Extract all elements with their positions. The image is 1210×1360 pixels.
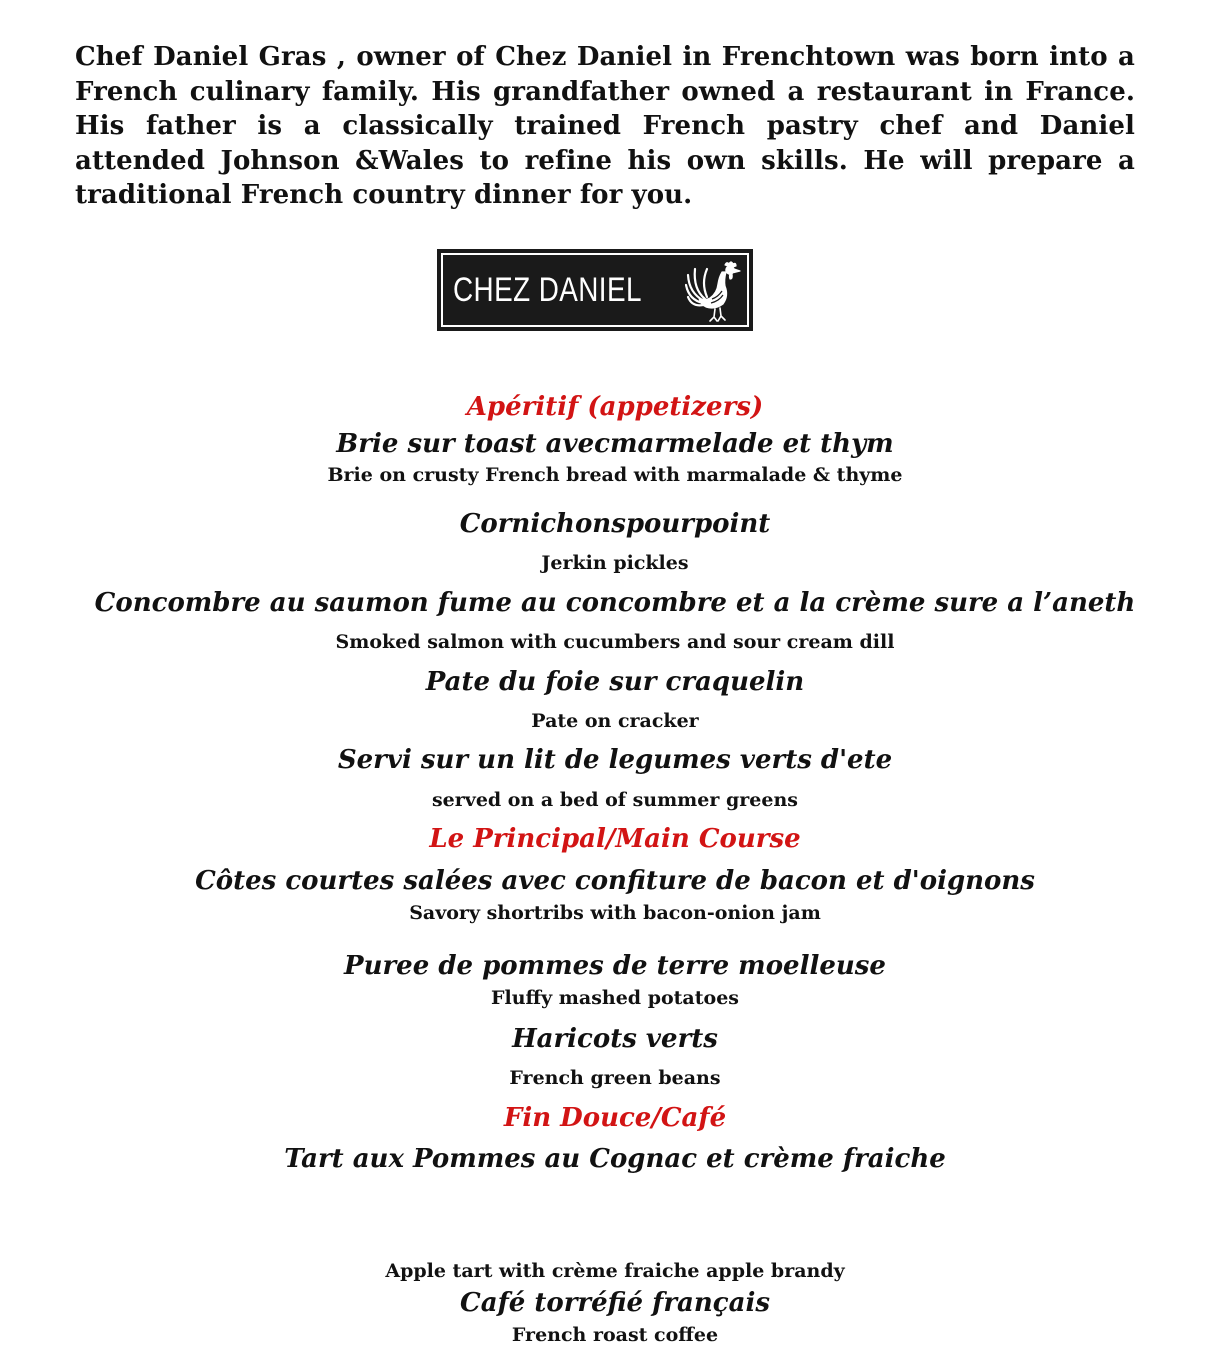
dish-name-cafe: Café torréfié français	[460, 1288, 770, 1318]
dish-name-legumes: Servi sur un lit de legumes verts d'ete	[337, 745, 893, 775]
section-heading-dessert: Fin Douce/Café	[503, 1103, 727, 1133]
dish-description-shortribs: Savory shortribs with bacon-onion jam	[409, 902, 821, 924]
chez-daniel-logo	[437, 249, 753, 331]
dish-description-brie: Brie on crusty French bread with marmalade & thyme	[327, 464, 903, 486]
dish-name-tart: Tart aux Pommes au Cognac et crème fraiche	[284, 1144, 946, 1174]
dish-description-tart: Apple tart with crème fraiche apple brandy	[385, 1260, 845, 1282]
dish-name-brie: Brie sur toast avecmarmelade et thym	[336, 429, 894, 459]
rooster-icon	[685, 259, 747, 325]
dish-description-pate: Pate on cracker	[531, 710, 699, 732]
section-heading-main-course: Le Principal/Main Course	[429, 824, 801, 854]
section-heading-aperitif: Apéritif (appetizers)	[466, 392, 764, 422]
dish-description-cornichons: Jerkin pickles	[541, 552, 689, 574]
dish-name-concombre: Concombre au saumon fume au concombre et a la crème sure a l’aneth	[94, 588, 1136, 618]
dish-description-puree: Fluffy mashed potatoes	[491, 987, 739, 1009]
dish-name-cornichons: Cornichonspourpoint	[459, 509, 771, 539]
dish-description-concombre: Smoked salmon with cucumbers and sour cream dill	[335, 631, 895, 653]
dish-name-shortribs: Côtes courtes salées avec confiture de bacon et d'oignons	[195, 866, 1035, 896]
dish-name-puree: Puree de pommes de terre moelleuse	[344, 951, 886, 981]
dish-description-legumes: served on a bed of summer greens	[431, 789, 798, 811]
chef-intro-paragraph: Chef Daniel Gras , owner of Chez Daniel in Frenchtown was born into a French culinary family. His grandfather owned a restaurant in France. His father is a classically trained French pastry chef and Daniel attended Johnson &Wales to refine his own skills. He will prepare a traditional French country dinner for you.	[75, 42, 1135, 210]
dish-name-pate: Pate du foie sur craquelin	[425, 667, 805, 697]
dish-description-cafe: French roast coffee	[511, 1324, 719, 1346]
logo-wordmark: CHEZ DANIEL	[453, 271, 642, 309]
dish-name-haricots: Haricots verts	[512, 1024, 718, 1054]
dish-description-haricots: French green beans	[509, 1067, 721, 1089]
